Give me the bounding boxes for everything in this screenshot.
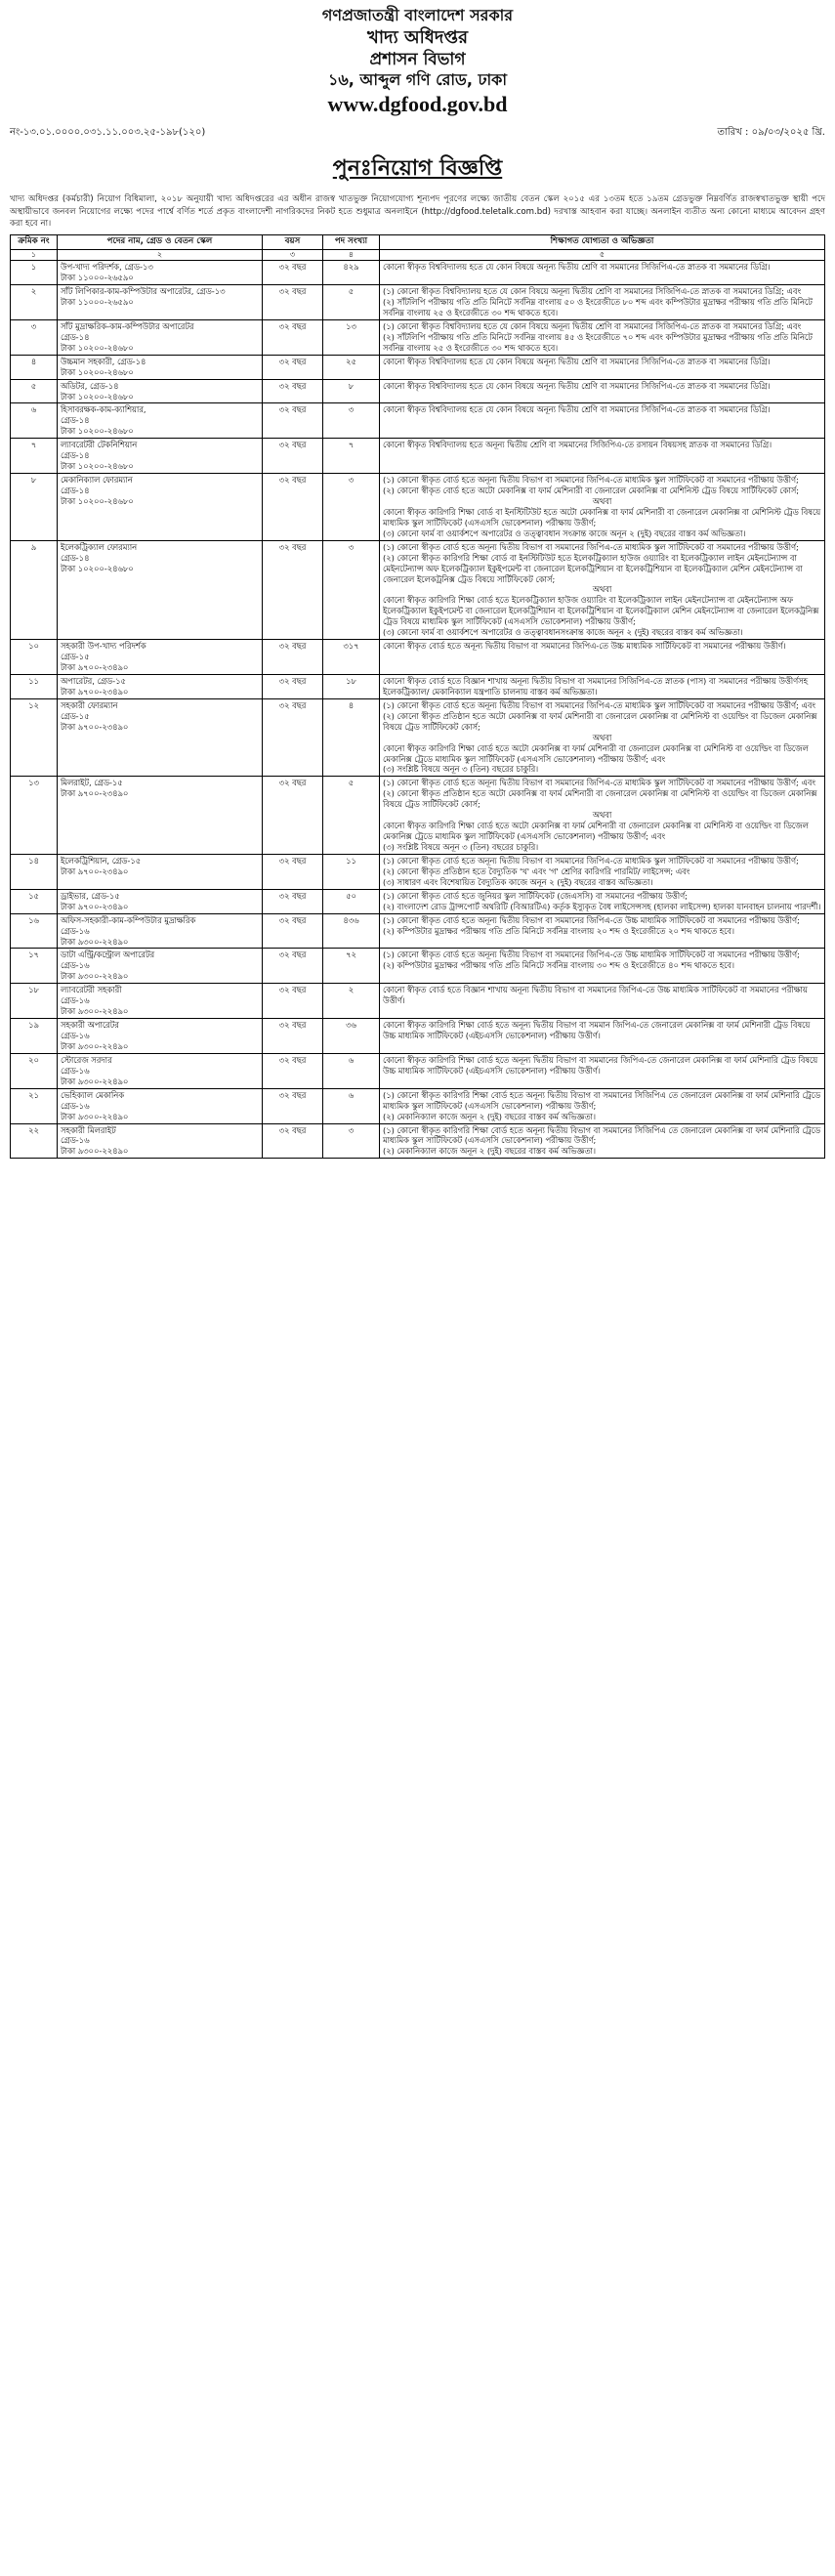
age-cell: ৩২ বছর [263,698,323,777]
qualification-line: (৩) সাধারণ এবং বিশেষায়িত বৈদ্যুতিক কাজে অনূন ২ (দুই) বছরের বাস্তব অভিজ্ঞতা। [383,876,653,887]
post-cell [58,777,263,855]
table-row [11,540,825,639]
department-name: খাদ্য অধিদপ্তর [367,26,468,48]
memo-number: নং-১৩.০১.০০০০.০৩১.১১.০০৩.২৫-১৯৮(১২০) [10,126,206,138]
age-cell: ৩২ বছর [263,1019,323,1054]
post-post: মেকানিক্যাল ফোরম্যান [61,475,133,486]
letterhead [10,6,825,119]
post-scale: টাকা ১০২০০-২৪৬৮০ [61,366,134,377]
header-post: পদের নাম, গ্রেড ও বেতন স্কেল [58,235,263,249]
qualification-cell [380,261,825,285]
qualification-cell [380,854,825,889]
serial-cell: ১১ [11,674,58,698]
post-cell [58,640,263,675]
table-row [11,261,825,285]
post-count-cell: ৪২৯ [323,261,380,285]
post-post: ল্যাবরেটরী টেকনিশিয়ান [61,440,138,450]
qualification-line: (১) কোনো স্বীকৃত বোর্ড হতে অনূন্য দ্বিতীয় বিভাগ বা সমমানের জিপিএ-তে মাধ্যমিক স্কুল সার্টিফিকেট বা সমমানের পরীক্ষায় উত্তীর্ণ; [383,541,799,552]
qualification-line: (২) মেকানিক্যাল কাজে অনূন ২ (দুই) বছরের বাস্তব কর্ম অভিজ্ঞতা। [383,1146,596,1157]
post-post: অপারেটর, গ্রেড-১৫ [61,675,126,686]
post-cell [58,913,263,949]
qualification-line: (২) কোনো স্বীকৃত প্রতিষ্ঠান হতে অটো মেকানিক্স বা ফার্ম মেশিনারী বা জেনারেল মেকানিক্স বা মেশিনিস্ট বা ওয়েল্ডিং বা ডিজেল মেকানিক্স বিষয়ে ট্রেড সার্টিফিকেট কোর্স; [383,788,817,810]
post-cell [58,355,263,379]
age-cell: ৩২ বছর [263,540,323,639]
header-serial: ক্রমিক নং [11,235,58,249]
age-cell: ৩২ বছর [263,889,323,913]
table-row [11,355,825,379]
header-age: বয়স [263,235,323,249]
qualification-line: কোনো স্বীকৃত বোর্ড হতে বিজ্ঞান শাখায় অনূন্য দ্বিতীয় বিভাগ বা সমমানের জিপিএ-তে উচ্চ মাধ্যমিক সার্টিফিকেট বা সমমানের পরীক্ষায় উত্তীর্ণ। [383,985,808,1006]
post-post: সহকারী ফোরম্যান [61,699,118,710]
post-scale: টাকা ৯৩০০-২২৪৯০ [61,1146,129,1157]
post-grade: গ্রেড-১৬ [61,1031,90,1041]
division-name: প্রশাসন বিভাগ [369,50,466,70]
post-count-cell: ৩ [323,474,380,541]
qualification-line: কোনো স্বীকৃত কারিগরি শিক্ষা বোর্ড হতে অটো মেকানিক্স বা ফার্ম মেশিনারী বা জেনারেল মেকানিক্স বা মেশিনিস্ট বা ওয়েল্ডিং বা ডিজেল মেকানিক্স ট্রেডে মাধ্যমিক স্কুল সার্টিফিকেট (এসএসসি ভোকেশনাল) পরীক্ষায় উত্তীর্ণ; এবং [383,742,809,764]
age-cell: ৩২ বছর [263,1053,323,1088]
age-cell: ৩২ বছর [263,355,323,379]
qualification-line: (১) কোনো স্বীকৃত বোর্ড হতে অনূন্য দ্বিতীয় বিভাগ বা সমমানের জিপিএ-তে মাধ্যমিক স্কুল সার্টিফিকেট বা সমমানের পরীক্ষায় উত্তীর্ণ; [383,855,799,866]
office-address: ১৬, আব্দুল গণি রোড, ঢাকা [327,70,507,90]
post-count-cell: ১১ [323,854,380,889]
qualification-cell [380,640,825,675]
post-post: উচ্চমান সহকারী, গ্রেড-১৪ [61,356,146,366]
age-cell: ৩২ বছর [263,403,323,439]
post-grade: গ্রেড-১৬ [61,1135,90,1146]
post-post: সাঁট মুদ্রাক্ষরিক-কাম-কম্পিউটার অপারেটর [61,320,194,331]
serial-cell: ২ [11,285,58,320]
serial-cell: ৯ [11,540,58,639]
table-row [11,777,825,855]
table-row [11,474,825,541]
post-scale: টাকা ১০২০০-২৪৬৮০ [61,391,134,401]
table-row [11,984,825,1019]
table-row [11,913,825,949]
post-count-cell: ৩ [323,540,380,639]
col-number: ১ [11,249,58,261]
post-grade: গ্রেড-১৫ [61,652,90,662]
qualification-line: (২) সাঁটলিপি পরীক্ষায় গতি প্রতি মিনিটে সর্বনিম্ন বাংলায় ৫০ ও ইংরেজীতে ৮০ শব্দ এবং কম্পিউটার মুদ্রাক্ষর পরীক্ষায় গতি প্রতি মিনিটে সর্বনিম্ন বাংলায় ২৫ ও ইংরেজীতে ৩০ শব্দ থাকতে হবে। [383,297,813,317]
post-grade: গ্রেড-১৫ [61,710,90,721]
post-cell [58,379,263,403]
post-post: উপ-খাদ্য পরিদর্শক, গ্রেড-১৩ [61,262,153,273]
website-link[interactable]: www.dgfood.gov.bd [327,92,508,117]
vacancy-table [10,234,825,1159]
col-number: ৩ [263,249,323,261]
age-cell: ৩২ বছর [263,854,323,889]
qualification-cell [380,540,825,639]
qualification-line: (৩) সংশ্লিষ্ট বিষয়ে অনূন ৩ (তিন) বছরের চাকুরি। [383,764,539,775]
qualification-cell [380,777,825,855]
qualification-line: (৩) কোনো ফার্ম বা ওয়ার্কশপে অপারেটর ও তত্ত্বাবধানসংক্রান্ত কাজে অনূন ২ (দুই) বছরের বাস্তব কর্ম অভিজ্ঞতা। [383,627,743,638]
col-number: ৫ [380,249,825,261]
post-post: সহকারী মিলরাইট [61,1124,116,1135]
qualification-line: (১) কোনো স্বীকৃত বিশ্ববিদ্যালয় হতে যে কোন বিষয়ে অনূন্য দ্বিতীয় শ্রেণি বা সমমানের সিজিপিএ-তে স্নাতক বা সমমানের ডিগ্রি; এবং [383,286,802,297]
post-count-cell: ৭ [323,439,380,474]
post-count-cell: ৪৩৬ [323,913,380,949]
post-post: ল্যাবরেটরী সহকারী [61,985,122,995]
post-post: মিলরাইট, গ্রেড-১৫ [61,778,123,788]
serial-cell: ৮ [11,474,58,541]
qualification-cell [380,379,825,403]
post-grade: গ্রেড-১৬ [61,1065,90,1076]
post-grade: গ্রেড-১৪ [61,486,90,496]
serial-cell: ১৯ [11,1019,58,1054]
qualification-or: অথবা [592,810,612,821]
qualification-line: কোনো স্বীকৃত কারিগরি শিক্ষা বোর্ড হতে অনূন্য দ্বিতীয় বিভাগ বা সমমান জিপিএ-তে জেনারেল মেকানিক্স বা ফার্ম মেশিনারী ট্রেড বিষয়ে উচ্চ মাধ্যমিক সার্টিফিকেট (এইচএসসি ভোকেশনাল) পরীক্ষায় উত্তীর্ণ। [383,1020,811,1041]
post-scale: টাকা ৯৩০০-২২৪৯০ [61,1111,129,1121]
serial-cell: ৬ [11,403,58,439]
post-scale: টাকা ৯৩০০-২২৪৯০ [61,971,129,982]
post-cell [58,1123,263,1159]
age-cell: ৩২ বছর [263,984,323,1019]
col-number: ২ [58,249,263,261]
post-grade: গ্রেড-১৪ [61,415,90,426]
qualification-cell [380,1053,825,1088]
post-grade: গ্রেড-১৪ [61,552,90,563]
table-row [11,640,825,675]
table-row [11,1123,825,1159]
post-count-cell: ৪ [323,698,380,777]
post-grade: গ্রেড-১৬ [61,960,90,971]
age-cell: ৩২ বছর [263,474,323,541]
post-cell [58,1053,263,1088]
post-scale: টাকা ৯৭০০-২৩৪৯০ [61,721,129,732]
post-count-cell: ৬ [323,1088,380,1123]
post-cell [58,674,263,698]
post-post: সাঁট লিপিকার-কাম-কম্পিউটার অপারেটর, গ্রেড-১৩ [61,286,226,297]
post-scale: টাকা ৯৩০০-২২৪৯০ [61,936,129,947]
qualification-line: কোনো স্বীকৃত বোর্ড হতে অনূন্য দ্বিতীয় বিভাগ বা সমমানের জিপিএ-তে উচ্চ মাধ্যমিক সার্টিফিকেট বা সমমানের পরীক্ষায় উত্তীর্ণ। [383,641,786,652]
post-cell [58,1019,263,1054]
qualification-cell [380,698,825,777]
post-cell [58,949,263,984]
qualification-cell [380,913,825,949]
table-row [11,1088,825,1123]
qualification-line: (২) কোনো স্বীকৃত প্রতিষ্ঠান হতে অটো মেকানিক্স বা ফার্ম মেশিনারী বা জেনারেল মেকানিক্স বা মেশিনিস্ট বা ওয়েল্ডিং বা ডিজেল মেকানিক্স বিষয়ে ট্রেড সার্টিফিকেট কোর্স; [383,710,817,732]
qualification-line: কোনো স্বীকৃত কারিগরি শিক্ষা বোর্ড বা ইনস্টিটিউট হতে অটো মেকানিক্স বা ফার্ম মেশিনারী বা জেনারেল মেকানিক্স বা মেশিনিস্ট ট্রেড বিষয়ে মাধ্যমিক স্কুল সার্টিফিকেট (এসএসসি ভোকেশনাল) পরীক্ষায় উত্তীর্ণ; [383,506,821,528]
qualification-or: অথবা [592,495,612,506]
qualification-cell [380,949,825,984]
table-row [11,319,825,355]
qualification-line: (১) কোনো স্বীকৃত বোর্ড হতে অনূন্য দ্বিতীয় বিভাগ বা সমমানের জিপিএ-তে উচ্চ মাধ্যমিক সার্টিফিকেট বা সমমানের পরীক্ষায় উত্তীর্ণ; [383,950,800,960]
serial-cell: ১৭ [11,949,58,984]
post-grade: গ্রেড-১৬ [61,1100,90,1111]
age-cell: ৩২ বছর [263,439,323,474]
qualification-or: অথবা [592,584,612,595]
post-scale: টাকা ৯৭০০-২৩৪৯০ [61,686,129,697]
age-cell: ৩২ বছর [263,949,323,984]
post-cell [58,889,263,913]
notice-title-block [10,151,825,188]
qualification-line: (১) কোনো স্বীকৃত কারিগরি শিক্ষা বোর্ড হতে অনূন্য দ্বিতীয় বিভাগ বা সমমানের সিজিপিএ তে জেনারেল মেকানিক্স বা ফার্ম মেশিনারি ট্রেডে মাধ্যমিক স্কুল সার্টিফিকেট (এসএসসি ভোকেশনাল) পরীক্ষায় উত্তীর্ণ; [383,1089,821,1111]
qualification-line: কোনো স্বীকৃত বিশ্ববিদ্যালয় হতে যে কোন বিষয়ে অনূন্য দ্বিতীয় শ্রেণি বা সমমানের সিজিপিএ-তে স্নাতক বা সমমানের ডিগ্রি। [383,380,771,391]
serial-cell: ১৪ [11,854,58,889]
qualification-line: (১) কোনো স্বীকৃত কারিগরি শিক্ষা বোর্ড হতে অনূন্য দ্বিতীয় বিভাগ বা সমমানের সিজিপিএ তে জেনারেল মেকানিক্স বা ফার্ম মেশিনারি ট্রেডে মাধ্যমিক স্কুল সার্টিফিকেট (এসএসসি ভোকেশনাল) পরীক্ষায় উত্তীর্ণ; [383,1124,821,1146]
qualification-line: (১) কোনো স্বীকৃত বোর্ড হতে অনূন্য দ্বিতীয় বিভাগ বা সমমানের জিপিএ-তে উচ্চ মাধ্যমিক সার্টিফিকেট বা সমমানের পরীক্ষায় উত্তীর্ণ; [383,914,800,925]
post-count-cell: ৩১৭ [323,640,380,675]
post-count-cell: ৫০ [323,889,380,913]
age-cell: ৩২ বছর [263,285,323,320]
qualification-line: কোনো স্বীকৃত বিশ্ববিদ্যালয় হতে যে কোন বিষয়ে অনূন্য দ্বিতীয় শ্রেণি বা সমমানের সিজিপিএ-তে স্নাতক বা সমমানের ডিগ্রি। [383,404,771,415]
qualification-line: (৩) সংশ্লিষ্ট বিষয়ে অনূন ৩ (তিন) বছরের চাকুরি। [383,842,539,853]
qualification-line: কোনো স্বীকৃত কারিগরি শিক্ষা বোর্ড হতে অটো মেকানিক্স বা ফার্ম মেশিনারী বা জেনারেল মেকানিক্স বা মেশিনিস্ট বা ওয়েল্ডিং বা ডিজেল মেকানিক্স ট্রেডে মাধ্যমিক স্কুল সার্টিফিকেট (এসএসসি ভোকেশনাল) পরীক্ষায় উত্তীর্ণ; এবং [383,821,809,842]
qualification-line: (২) কোনো স্বীকৃত কারিগরি শিক্ষা বোর্ড বা ইনস্টিটিউট হতে ইলেকট্রিক্যাল হাউজ ওয়্যারিং বা ইলেকট্রিক্যাল লাইন মেইনটেন্যান্স বা মেইনটেন্যান্স অফ ইলেকট্রিক্যাল ইকুইপমেন্ট বা জেনারেল ইলেকট্রিশিয়ান বা ইলেকট্রিশিয়ান বা ইলেকট্রিক্যাল মেশিন মেইনটেন্যান্স বা জেনারেল ইলেকট্রনিক্স ট্রেড বিষয়ে সার্টিফিকেট কোর্স; [383,552,803,584]
serial-cell: ৫ [11,379,58,403]
post-scale: টাকা ৯৩০০-২২৪৯০ [61,1006,129,1017]
table-row [11,439,825,474]
qualification-cell [380,984,825,1019]
column-number-row [11,249,825,261]
post-scale: টাকা ৯৭০০-২৩৪৯০ [61,662,129,673]
table-row [11,1019,825,1054]
post-scale: টাকা ১০২০০-২৪৬৮০ [61,342,134,353]
qualification-line: কোনো স্বীকৃত বিশ্ববিদ্যালয় হতে যে কোন বিষয়ে অনূন্য দ্বিতীয় শ্রেণি বা সমমানের সিজিপিএ-তে স্নাতক বা সমমানের ডিগ্রি। [383,262,771,273]
post-cell [58,261,263,285]
post-count-cell: ৩৬ [323,1019,380,1054]
qualification-line: (২) সাঁটলিপি পরীক্ষায় গতি প্রতি মিনিটে সর্বনিম্ন বাংলায় ৪৫ ও ইংরেজীতে ৭০ শব্দ এবং কম্পিউটার মুদ্রাক্ষর পরীক্ষায় গতি প্রতি মিনিটে সর্বনিম্ন বাংলায় ২৫ ও ইংরেজীতে ৩০ শব্দ থাকতে হবে। [383,331,813,353]
post-scale: টাকা ৯৩০০-২২৪৯০ [61,1076,129,1086]
post-cell [58,698,263,777]
intro-paragraph: খাদ্য অধিদপ্তর (কর্মচারী) নিয়োগ বিধিমালা, ২০১৮ অনুযায়ী খাদ্য অধিদপ্তরের এর অধীন রাজস্ব খাতভুক্ত নিয়োগযোগ্য শূন্যপদ পূরণের লক্ষ্যে জাতীয় বেতন স্কেল ২০১৫ এর ১৩তম হতে ১৯তম গ্রেডভুক্ত নিম্নবর্ণিত রাজস্বখাতভুক্ত স্থায়ী পদে অস্থায়ীভাবে জনবল নিয়োগের লক্ষ্যে পদের পার্শ্বে বর্ণিত শর্তে প্রকৃত বাংলাদেশী নাগরিকদের নিকট হতে শুধুমাত্র অনলাইনে (http://dgfood.teletalk.com.bd) দরখাস্ত আহবান করা যাচ্ছে। অনলাইন ব্যতীত অন্য কোনো মাধ্যমে আবেদন গ্রহণ করা হবে না। [10,193,825,230]
qualification-line: কোনো স্বীকৃত কারিগরি শিক্ষা বোর্ড হতে অনূন্য দ্বিতীয় বিভাগ বা সমমানের জিপিএ-তে জেনারেল মেকানিক্স বা ফার্ম মেশিনারি ট্রেড বিষয়ে উচ্চ মাধ্যমিক সার্টিফিকেট (এইচএসসি ভোকেশনাল) পরীক্ষায় উত্তীর্ণ। [383,1054,818,1076]
post-scale: টাকা ৯৭০০-২৩৪৯০ [61,788,129,799]
qualification-line: কোনো স্বীকৃত কারিগরি শিক্ষা বোর্ড হতে ইলেকট্রিক্যাল হাউজ ওয়্যারিং বা ইলেকট্রিক্যাল লাইন মেইনটেন্যান্স বা মেইনটেন্যান্স অফ ইলেকট্রিক্যাল ইকুইপমেন্ট বা জেনারেল ইলেকট্রিশিয়ান বা ইলেকট্রিশিয়ান বা ইলেকট্রিক্যাল মেশিন মেইনটেন্যান্স বা জেনারেল ইলেকট্রনিক্স ট্রেড বিষয়ে মাধ্যমিক স্কুল সার্টিফিকেট (এসএসসি ভোকেশনাল) পরীক্ষায় উত্তীর্ণ; [383,595,819,627]
qualification-cell [380,889,825,913]
age-cell: ৩২ বছর [263,261,323,285]
post-count-cell: ৬ [323,1053,380,1088]
table-header-row [11,235,825,249]
post-post: স্টোরেজ সরদার [61,1054,112,1065]
post-grade: গ্রেড-১৪ [61,331,90,342]
post-count-cell: ৮ [323,379,380,403]
qualification-line: (১) কোনো স্বীকৃত বোর্ড হতে জুনিয়র স্কুল সার্টিফিকেট (জেএসসি) বা সমমানের পরীক্ষায় উত্তীর্ণ; [383,890,688,901]
post-count-cell: ৫ [323,777,380,855]
post-scale: টাকা ১০২০০-২৪৬৮০ [61,426,134,437]
serial-cell: ৪ [11,355,58,379]
serial-cell: ১৩ [11,777,58,855]
post-post: সহকারী উপ-খাদ্য পরিদর্শক [61,641,146,652]
qualification-cell [380,355,825,379]
serial-cell: ১৫ [11,889,58,913]
qualification-cell [380,474,825,541]
serial-cell: ১০ [11,640,58,675]
post-grade: গ্রেড-১৪ [61,450,90,461]
post-post: হিসাবরক্ষক-কাম-ক্যাশিয়ার, [61,404,146,415]
header-count: পদ সংখ্যা [323,235,380,249]
table-row [11,674,825,698]
post-count-cell: ১৩ [323,319,380,355]
serial-cell: ১৮ [11,984,58,1019]
table-body [11,261,825,1159]
qualification-line: (২) কোনো স্বীকৃত বোর্ড হতে অটো মেকানিক্স বা ফার্ম মেশিনারী বা জেনারেল মেকানিক্স বা মেশিনিস্ট ট্রেড বিষয়ে সার্টিফিকেট কোর্স; [383,486,800,496]
post-count-cell: ৭২ [323,949,380,984]
qualification-line: (২) বাংলাদেশ রোড ট্রান্সপোর্ট অথরিটি (বিআরটিএ) কর্তৃক ইস্যুকৃত বৈধ লাইসেন্সসহ (হালকা লাইসেন্স) হালকা যানবাহন চালনায় পারদর্শী। [383,901,821,911]
age-cell: ৩২ বছর [263,777,323,855]
qualification-line: কোনো স্বীকৃত বিশ্ববিদ্যালয় হতে যে কোন বিষয়ে অনূন্য দ্বিতীয় শ্রেণি বা সমমানের সিজিপিএ-তে স্নাতক বা সমমানের ডিগ্রি। [383,356,771,366]
post-count-cell: ৫ [323,285,380,320]
qualification-line: কোনো স্বীকৃত বোর্ড হতে বিজ্ঞান শাখায় অনূন্য দ্বিতীয় বিভাগ বা সমমানের সিজিপিএ-তে স্নাতক (পাস) বা সমমানের পরীক্ষায় উত্তীর্ণসহ ইলেকট্রিক্যাল/ মেকানিক্যাল যন্ত্রপাতি চালনায় বাস্তব কর্ম অভিজ্ঞতা। [383,675,809,697]
post-post: ড্রাইভার, গ্রেড-১৫ [61,890,120,901]
age-cell: ৩২ বছর [263,913,323,949]
table-row [11,285,825,320]
age-cell: ৩২ বছর [263,319,323,355]
qualification-or: অথবা [592,732,612,742]
post-post: সহকারী অপারেটর [61,1020,119,1031]
age-cell: ৩২ বছর [263,379,323,403]
post-count-cell: ৩ [323,403,380,439]
post-grade: গ্রেড-১৬ [61,995,90,1006]
post-post: অডিটর, গ্রেড-১৪ [61,380,119,391]
post-cell [58,439,263,474]
qualification-line: (১) কোনো স্বীকৃত বোর্ড হতে অনূন্য দ্বিতীয় বিভাগ বা সমমানের জিপিএ-তে মাধ্যমিক স্কুল সার্টিফিকেট বা সমমানের পরীক্ষায় উত্তীর্ণ; এবং [383,699,815,710]
notice-title: পুনঃনিয়োগ বিজ্ঞপ্তি [332,155,503,181]
qualification-cell [380,1019,825,1054]
qualification-line: (২) কম্পিউটার মুদ্রাক্ষর পরীক্ষায় গতি প্রতি মিনিটে সর্বনিম্ন বাংলায় ২০ শব্দ ও ইংরেজীতে ২০ শব্দ থাকতে হবে। [383,925,734,936]
age-cell: ৩২ বছর [263,674,323,698]
col-number: ৪ [323,249,380,261]
qualification-cell [380,319,825,355]
qualification-cell [380,1088,825,1123]
qualification-cell [380,403,825,439]
post-count-cell: ২ [323,984,380,1019]
qualification-line: (১) কোনো স্বীকৃত বোর্ড হতে অনূন্য দ্বিতীয় বিভাগ বা সমমানের জিপিএ-তে মাধ্যমিক স্কুল সার্টিফিকেট বা সমমানের পরীক্ষায় উত্তীর্ণ; এবং [383,778,815,788]
post-count-cell: ১৮ [323,674,380,698]
serial-cell: ৭ [11,439,58,474]
qualification-line: (৩) কোনো ফার্ম বা ওয়ার্কশপে অপারেটর ও তত্ত্বাবধান সংক্রান্ত কাজে অনূন ২ (দুই) বছরের বাস্তব কর্ম অভিজ্ঞতা। [383,528,746,538]
table-row [11,379,825,403]
table-row [11,889,825,913]
qualification-cell [380,439,825,474]
post-cell [58,1088,263,1123]
post-post: অফিস-সহকারী-কাম-কম্পিউটার মুদ্রাক্ষরিক [61,914,196,925]
post-post: ইলেকট্রিক্যাল ফোরম্যান [61,541,138,552]
age-cell: ৩২ বছর [263,640,323,675]
serial-cell: ২০ [11,1053,58,1088]
post-cell [58,540,263,639]
post-post: ইলেকট্রিশিয়ান, গ্রেড-১৫ [61,855,142,866]
serial-cell: ১২ [11,698,58,777]
header-qualification: শিক্ষাগত যোগ্যতা ও অভিজ্ঞতা [380,235,825,249]
age-cell: ৩২ বছর [263,1088,323,1123]
table-row [11,854,825,889]
qualification-cell [380,285,825,320]
post-scale: টাকা ১১০০০-২৬৫৯০ [61,297,134,308]
post-scale: টাকা ১০২০০-২৪৬৮০ [61,563,134,573]
post-cell [58,403,263,439]
post-scale: টাকা ৯৭০০-২৩৪৯০ [61,901,129,911]
post-post: ডাটা এন্ট্রি/কন্ট্রোল অপারেটর [61,950,155,960]
table-row [11,949,825,984]
post-post: ভেহিক্যাল মেকানিক [61,1089,125,1100]
post-scale: টাকা ১০২০০-২৪৬৮০ [61,495,134,506]
post-cell [58,474,263,541]
serial-cell: ২২ [11,1123,58,1159]
qualification-cell [380,674,825,698]
qualification-line: কোনো স্বীকৃত বিশ্ববিদ্যালয় হতে অনূন্য দ্বিতীয় শ্রেণি বা সমমানের সিজিপিএ-তে রসায়ন বিষয়সহ স্নাতক বা সমমানের ডিগ্রি। [383,440,772,450]
qualification-line: (১) কোনো স্বীকৃত বোর্ড হতে অনূন্য দ্বিতীয় বিভাগ বা সমমানের জিপিএ-তে মাধ্যমিক স্কুল সার্টিফিকেট বা সমমানের পরীক্ষায় উত্তীর্ণ; [383,475,799,486]
reference-row [10,125,825,142]
post-scale: টাকা ৯৭০০-২৩৪৯০ [61,866,129,876]
age-cell: ৩২ বছর [263,1123,323,1159]
post-cell [58,854,263,889]
table-row [11,1053,825,1088]
table-row [11,698,825,777]
post-scale: টাকা ১০২০০-২৪৬৮০ [61,461,134,472]
qualification-line: (১) কোনো স্বীকৃত বিশ্ববিদ্যালয় হতে যে কোন বিষয়ে অনূন্য দ্বিতীয় শ্রেণি বা সমমানের সিজিপিএ-তে স্নাতক বা সমমানের ডিগ্রি; এবং [383,320,802,331]
post-scale: টাকা ১১০০০-২৬৫৯০ [61,273,134,283]
serial-cell: ১ [11,261,58,285]
post-cell [58,319,263,355]
govt-name: গণপ্রজাতন্ত্রী বাংলাদেশ সরকার [321,6,514,24]
post-scale: টাকা ৯৩০০-২২৪৯০ [61,1040,129,1051]
serial-cell: ২১ [11,1088,58,1123]
serial-cell: ৩ [11,319,58,355]
table-row [11,403,825,439]
qualification-line: (২) কোনো স্বীকৃত প্রতিষ্ঠান হতে বৈদ্যুতিক 'খ' এবং 'গ' শ্রেণির কারিগরি পারমিট/ লাইসেন্স; এবং [383,866,690,876]
notice-date: তারিখ : ০৯/০৩/২০২৫ খ্রি. [717,126,825,138]
qualification-cell [380,1123,825,1159]
post-grade: গ্রেড-১৬ [61,925,90,936]
qualification-line: (২) মেকানিক্যাল কাজে অনূন ২ (দুই) বছরের বাস্তব কর্ম অভিজ্ঞতা। [383,1111,596,1121]
qualification-line: (২) কম্পিউটার মুদ্রাক্ষর পরীক্ষায় গতি প্রতি মিনিটে সর্বনিম্ন বাংলায় ৩০ শব্দ ও ইংরেজীতে ৪০ শব্দ থাকতে হবে। [383,960,734,971]
serial-cell: ১৬ [11,913,58,949]
post-count-cell: ২৫ [323,355,380,379]
post-cell [58,285,263,320]
post-cell [58,984,263,1019]
post-count-cell: ৩ [323,1123,380,1159]
